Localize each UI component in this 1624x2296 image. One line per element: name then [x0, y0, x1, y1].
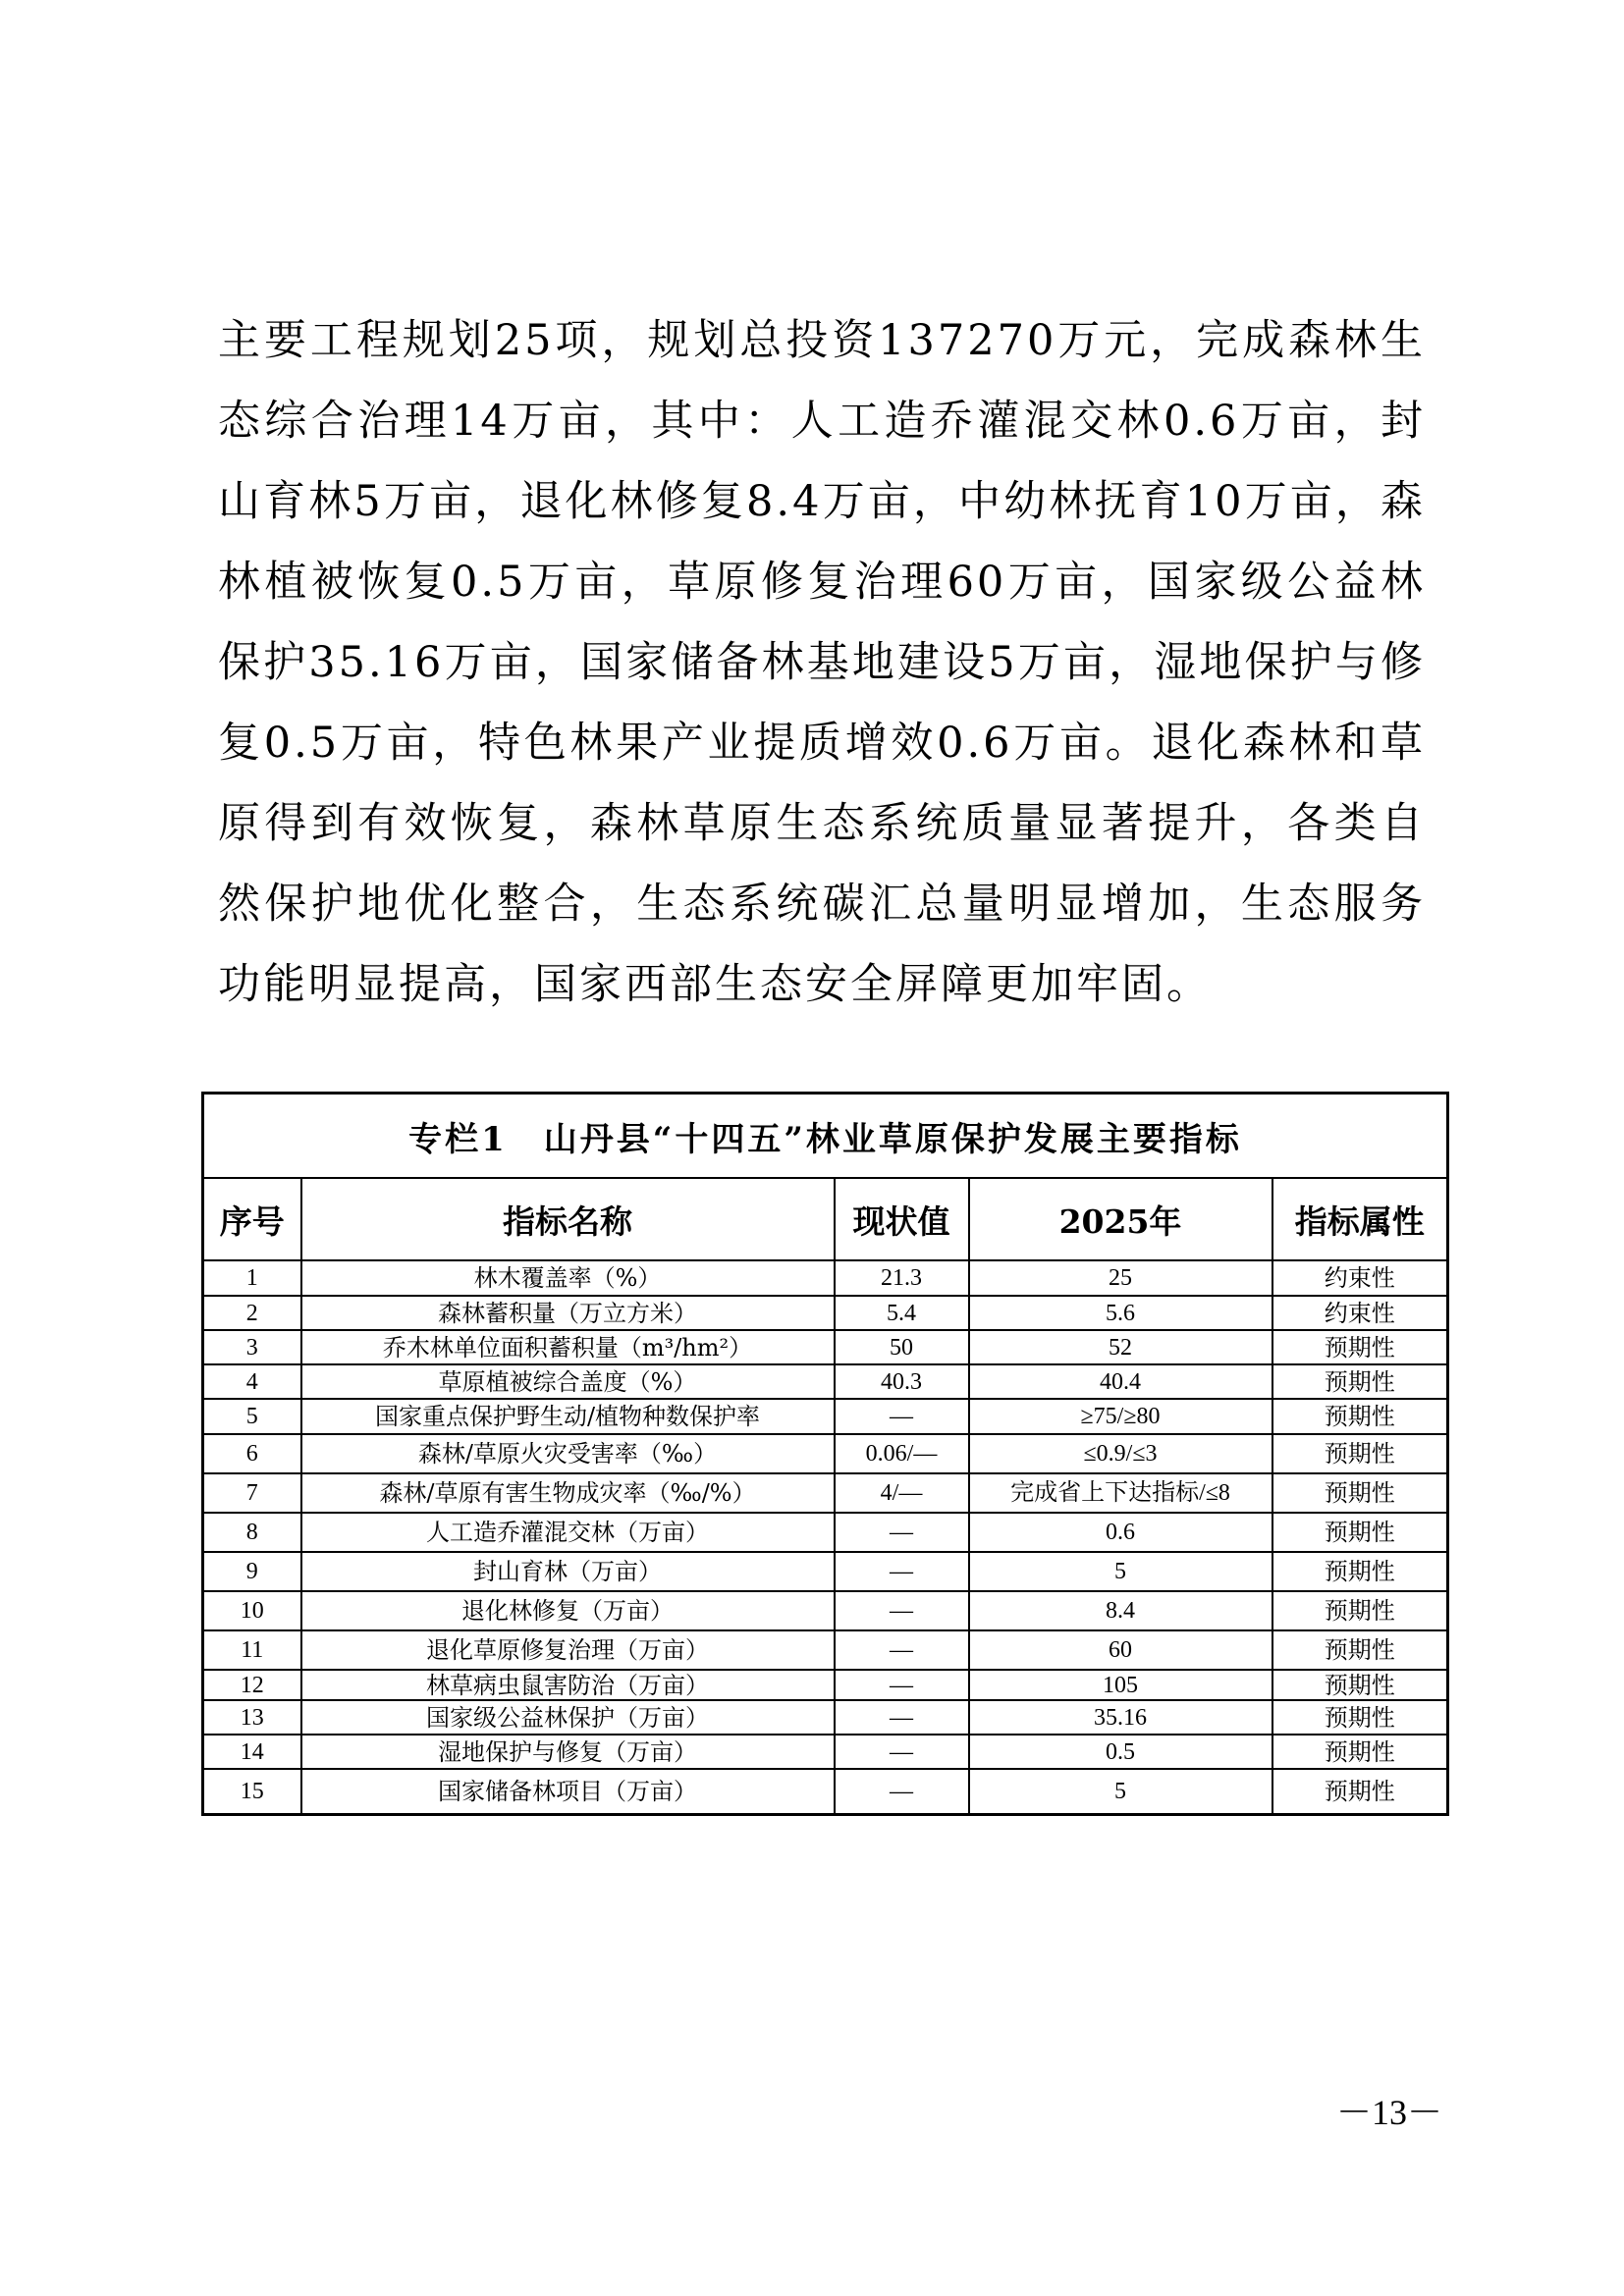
current-value-cell: — [835, 1735, 969, 1769]
current-value-cell: — [835, 1591, 969, 1630]
table-row [203, 1473, 1448, 1513]
row-number-cell: 15 [203, 1769, 301, 1814]
target-2025-cell: 8.4 [969, 1591, 1272, 1630]
current-value-cell: 4/— [835, 1473, 969, 1513]
indicator-name-cell: 退化林修复（万亩） [301, 1591, 835, 1630]
indicator-name-cell: 退化草原修复治理（万亩） [301, 1630, 835, 1670]
target-2025-cell: 0.6 [969, 1513, 1272, 1552]
table-row [203, 1330, 1448, 1364]
indicator-name-cell: 森林/草原火灾受害率（‰） [301, 1434, 835, 1473]
table-caption: 专栏1 山丹县“十四五”林业草原保护发展主要指标 [203, 1094, 1448, 1179]
table-row [203, 1399, 1448, 1434]
target-2025-cell: 105 [969, 1670, 1272, 1700]
indicator-table [201, 1092, 1449, 1816]
current-value-cell: — [835, 1769, 969, 1814]
attribute-cell: 预期性 [1272, 1552, 1448, 1591]
row-number-cell: 11 [203, 1630, 301, 1670]
page-number: －13－ [1335, 2093, 1442, 2132]
row-number-cell: 6 [203, 1434, 301, 1473]
row-number-cell: 13 [203, 1700, 301, 1735]
row-number-cell: 4 [203, 1364, 301, 1399]
table-row [203, 1769, 1448, 1814]
column-header-name: 指标名称 [301, 1178, 835, 1260]
column-header-current: 现状值 [835, 1178, 969, 1260]
attribute-cell: 预期性 [1272, 1700, 1448, 1735]
table-body [203, 1260, 1448, 1814]
target-2025-cell: 完成省上下达指标/≤8 [969, 1473, 1272, 1513]
indicator-name-cell: 封山育林（万亩） [301, 1552, 835, 1591]
column-header-target: 2025年 [969, 1178, 1272, 1260]
current-value-cell: — [835, 1552, 969, 1591]
indicator-name-cell: 乔木林单位面积蓄积量（m³/hm²） [301, 1330, 835, 1364]
attribute-cell: 预期性 [1272, 1513, 1448, 1552]
table-row [203, 1735, 1448, 1769]
indicator-name-cell: 草原植被综合盖度（%） [301, 1364, 835, 1399]
target-2025-cell: 52 [969, 1330, 1272, 1364]
row-number-cell: 9 [203, 1552, 301, 1591]
table-row [203, 1552, 1448, 1591]
row-number-cell: 3 [203, 1330, 301, 1364]
current-value-cell: 50 [835, 1330, 969, 1364]
attribute-cell: 预期性 [1272, 1434, 1448, 1473]
table-row [203, 1513, 1448, 1552]
indicator-name-cell: 人工造乔灌混交林（万亩） [301, 1513, 835, 1552]
target-2025-cell: 5 [969, 1552, 1272, 1591]
current-value-cell: — [835, 1513, 969, 1552]
table-row [203, 1700, 1448, 1735]
table-row [203, 1296, 1448, 1330]
table-row [203, 1260, 1448, 1296]
row-number-cell: 10 [203, 1591, 301, 1630]
column-header-no: 序号 [203, 1178, 301, 1260]
target-2025-cell: 5.6 [969, 1296, 1272, 1330]
target-2025-cell: 25 [969, 1260, 1272, 1296]
attribute-cell: 预期性 [1272, 1735, 1448, 1769]
current-value-cell: — [835, 1399, 969, 1434]
current-value-cell: — [835, 1630, 969, 1670]
current-value-cell: 5.4 [835, 1296, 969, 1330]
column-header-attr: 指标属性 [1272, 1178, 1448, 1260]
body-paragraph: 主要工程规划25项，规划总投资137270万元，完成森林生态综合治理14万亩，其中：人工造乔灌混交林0.6万亩，封山育林5万亩，退化林修复8.4万亩，中幼林抚育10万亩，森林植被恢复0.5万亩，草原修复治理60万亩，国家级公益林保护35.16万亩，国家储备林基地建设5万亩，湿地保护与修复0.5万亩，特色林果产业提质增效0.6万亩。退化森林和草原得到有效恢复，森林草原生态系统质量显著提升，各类自然保护地优化整合，生态系统碳汇总量明显增加，生态服务功能明显提高，国家西部生态安全屏障更加牢固。 [218, 316, 1426, 1009]
attribute-cell: 预期性 [1272, 1399, 1448, 1434]
attribute-cell: 预期性 [1272, 1769, 1448, 1814]
indicator-name-cell: 林草病虫鼠害防治（万亩） [301, 1670, 835, 1700]
indicator-name-cell: 森林蓄积量（万立方米） [301, 1296, 835, 1330]
indicator-name-cell: 国家重点保护野生动/植物种数保护率 [301, 1399, 835, 1434]
table-header-row [203, 1178, 1448, 1260]
table-row [203, 1630, 1448, 1670]
attribute-cell: 预期性 [1272, 1591, 1448, 1630]
table-row [203, 1591, 1448, 1630]
row-number-cell: 7 [203, 1473, 301, 1513]
target-2025-cell: 0.5 [969, 1735, 1272, 1769]
table-row [203, 1364, 1448, 1399]
table-caption-row [203, 1094, 1448, 1179]
row-number-cell: 2 [203, 1296, 301, 1330]
target-2025-cell: ≤0.9/≤3 [969, 1434, 1272, 1473]
row-number-cell: 12 [203, 1670, 301, 1700]
indicator-name-cell: 森林/草原有害生物成灾率（‰/%） [301, 1473, 835, 1513]
attribute-cell: 约束性 [1272, 1296, 1448, 1330]
indicator-name-cell: 湿地保护与修复（万亩） [301, 1735, 835, 1769]
current-value-cell: 21.3 [835, 1260, 969, 1296]
row-number-cell: 1 [203, 1260, 301, 1296]
row-number-cell: 5 [203, 1399, 301, 1434]
indicator-name-cell: 林木覆盖率（%） [301, 1260, 835, 1296]
current-value-cell: — [835, 1700, 969, 1735]
attribute-cell: 预期性 [1272, 1364, 1448, 1399]
target-2025-cell: ≥75/≥80 [969, 1399, 1272, 1434]
target-2025-cell: 60 [969, 1630, 1272, 1670]
indicator-name-cell: 国家级公益林保护（万亩） [301, 1700, 835, 1735]
target-2025-cell: 35.16 [969, 1700, 1272, 1735]
table-row [203, 1434, 1448, 1473]
target-2025-cell: 5 [969, 1769, 1272, 1814]
target-2025-cell: 40.4 [969, 1364, 1272, 1399]
current-value-cell: — [835, 1670, 969, 1700]
attribute-cell: 预期性 [1272, 1670, 1448, 1700]
attribute-cell: 预期性 [1272, 1330, 1448, 1364]
attribute-cell: 预期性 [1272, 1630, 1448, 1670]
current-value-cell: 40.3 [835, 1364, 969, 1399]
row-number-cell: 8 [203, 1513, 301, 1552]
table-row [203, 1670, 1448, 1700]
attribute-cell: 约束性 [1272, 1260, 1448, 1296]
row-number-cell: 14 [203, 1735, 301, 1769]
attribute-cell: 预期性 [1272, 1473, 1448, 1513]
current-value-cell: 0.06/— [835, 1434, 969, 1473]
indicator-name-cell: 国家储备林项目（万亩） [301, 1769, 835, 1814]
body-text [218, 300, 1426, 1025]
